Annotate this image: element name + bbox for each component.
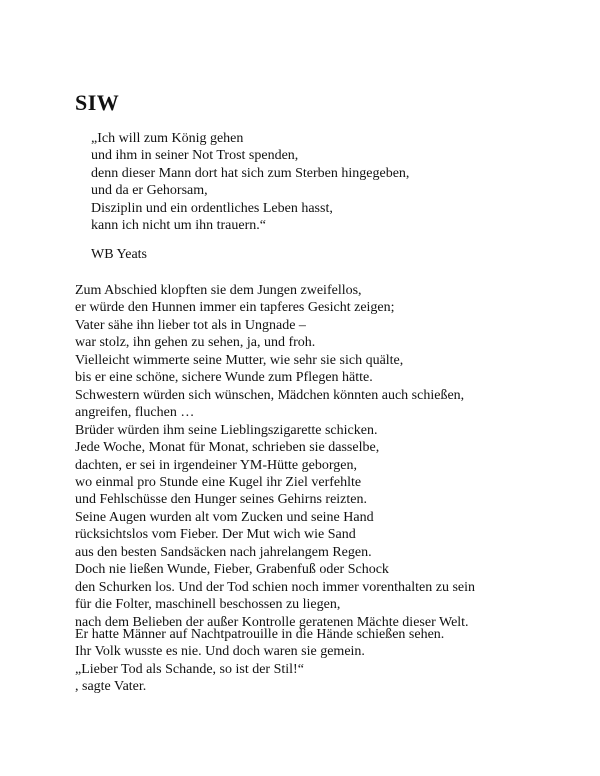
epigraph-line: „Ich will zum König gehen: [91, 131, 244, 146]
stanza-line: Seine Augen wurden alt vom Zucken und seine Hand: [75, 509, 374, 525]
stanza-1: [75, 282, 475, 631]
stanza-line: Ihr Volk wusste es nie. Und doch waren sie gemein.: [75, 644, 365, 660]
stanza-line: rücksichtslos vom Fieber. Der Mut wich wie Sand: [75, 527, 356, 543]
poem-title: SIW: [75, 90, 120, 115]
stanza-line: Schwestern würden sich wünschen, Mädchen könnten auch schießen,: [75, 387, 465, 403]
stanza-line: Vielleicht wimmerte seine Mutter, wie sehr sie sich quälte,: [75, 352, 404, 368]
stanza-line: den Schurken los. Und der Tod schien noch immer vorenthalten zu sein: [75, 579, 475, 595]
stanza-line: für die Folter, maschinell beschossen zu liegen,: [75, 597, 341, 613]
epigraph-line: und da er Gehorsam,: [91, 183, 208, 199]
epigraph: [91, 130, 409, 234]
stanza-line: Doch nie ließen Wunde, Fieber, Grabenfuß oder Schock: [75, 562, 389, 578]
epigraph-line: denn dieser Mann dort hat sich zum Sterben hingegeben,: [91, 165, 410, 181]
stanza-line: dachten, er sei in irgendeiner YM-Hütte geborgen,: [75, 457, 357, 473]
stanza-line: angreifen, fluchen …: [75, 405, 195, 421]
stanza-line: und Fehlschüsse den Hunger seines Gehirns reizten.: [75, 492, 367, 508]
stanza-line: bis er eine schöne, sichere Wunde zum Pflegen hätte.: [75, 370, 373, 386]
stanza-line: „Lieber Tod als Schande, so ist der Stil!“: [75, 661, 304, 677]
epigraph-line: kann ich nicht um ihn trauern.“: [91, 218, 266, 234]
stanza-line: Brüder würden ihm seine Lieblingszigarette schicken.: [75, 422, 378, 438]
stanza-line: Er hatte Männer auf Nachtpatrouille in die Hände schießen sehen.: [75, 627, 445, 642]
stanza-line: aus den besten Sandsäcken nach jahrelangem Regen.: [75, 544, 372, 560]
stanza-line: er würde den Hunnen immer ein tapferes Gesicht zeigen;: [75, 300, 395, 316]
stanza-line: Zum Abschied klopften sie dem Jungen zweifellos,: [75, 283, 362, 298]
epigraph-attribution: WB Yeats: [91, 247, 148, 262]
stanza-line: war stolz, ihn gehen zu sehen, ja, und froh.: [75, 335, 316, 351]
stanza-line: nach dem Belieben der außer Kontrolle geratenen Mächte dieser Welt.: [75, 614, 469, 630]
stanza-2: [75, 626, 444, 696]
epigraph-line: Disziplin und ein ordentliches Leben hasst,: [91, 200, 333, 216]
stanza-line: Vater sähe ihn lieber tot als in Ungnade –: [75, 317, 306, 333]
stanza-line: , sagte Vater.: [75, 679, 147, 695]
stanza-line: Jede Woche, Monat für Monat, schrieben sie dasselbe,: [75, 440, 380, 456]
stanza-line: wo einmal pro Stunde eine Kugel ihr Ziel verfehlte: [75, 474, 362, 490]
epigraph-line: und ihm in seiner Not Trost spenden,: [91, 148, 299, 164]
